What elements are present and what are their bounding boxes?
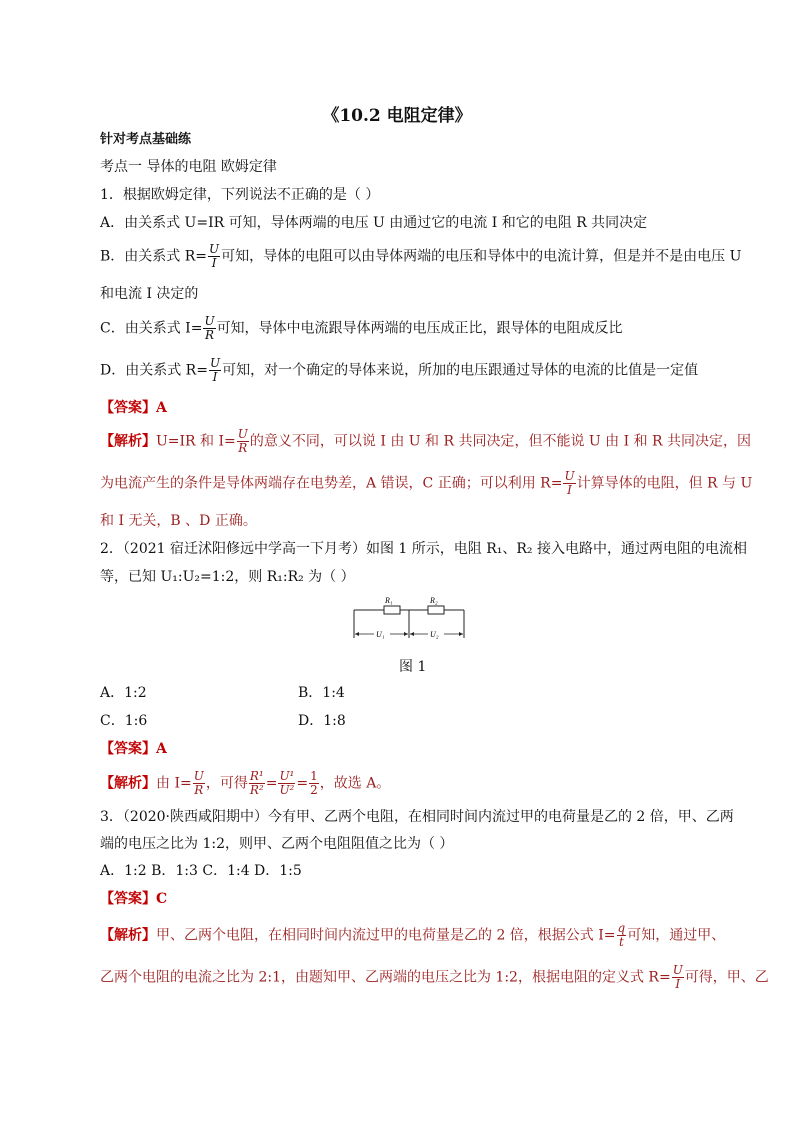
q2-explanation: 【解析】由 I= $\frac{U}{R}$ ，可得 $\frac{\text{R¹}}{\text{R²}}$ = $\frac{\text{U¹}}{\text{U²}}$ = $\frac{1}{2}$ ，故选 A。 bbox=[100, 769, 391, 797]
q1-answer: 【答案】A bbox=[100, 400, 167, 416]
q2-option-a: A．1:2 bbox=[100, 685, 147, 701]
q2-answer: 【答案】A bbox=[100, 741, 167, 757]
circuit-figure bbox=[352, 594, 466, 646]
q2-option-c: C．1:6 bbox=[100, 713, 148, 729]
q1-stem: 1．根据欧姆定律，下列说法不正确的是（ ） bbox=[100, 187, 380, 203]
topic-heading: 考点一 导体的电阻 欧姆定律 bbox=[100, 159, 277, 175]
q1-option-b-cont: 和电流 I 决定的 bbox=[100, 286, 199, 302]
q3-stem-1: 3．（2020·陕西咸阳期中）今有甲、乙两个电阻，在相同时间内流过甲的电荷量是乙的 2 倍，甲、乙两 bbox=[100, 809, 734, 825]
q3-answer: 【答案】C bbox=[100, 891, 168, 907]
q2-stem-2: 等，已知 U₁:U₂=1:2，则 R₁:R₂ 为（ ） bbox=[100, 569, 355, 585]
label-u1: U₁ bbox=[376, 630, 385, 639]
q1-explanation-3: 和 I 无关，B 、D 正确。 bbox=[100, 513, 257, 529]
q1-option-d: D．由关系式 R= $\frac{U}{I}$ 可知，对一个确定的导体来说，所加的电压跟通过导体的电流的比值是一定值 bbox=[100, 356, 699, 384]
q2-option-d: D．1:8 bbox=[298, 713, 346, 729]
q1-option-a: A．由关系式 U=IR 可知，导体两端的电压 U 由通过它的电流 I 和它的电阻 R 共同决定 bbox=[100, 215, 648, 231]
label-r2: R₂ bbox=[430, 596, 438, 605]
q3-stem-2: 端的电压之比为 1:2，则甲、乙两个电阻阻值之比为（ ） bbox=[100, 836, 454, 852]
q1-option-b: B．由关系式 R= $\frac{U}{I}$ 可知，导体的电阻可以由导体两端的电压和导体中的电流计算，但是并不是由电压 U bbox=[100, 242, 742, 270]
label-r1: R₁ bbox=[385, 596, 393, 605]
q2-stem-1: 2．（2021 宿迁沭阳修远中学高一下月考）如图 1 所示，电阻 R₁、R₂ 接入电路中，通过两电阻的电流相 bbox=[100, 541, 747, 557]
q3-explanation-2: 乙两个电阻的电流之比为 2:1，由题知甲、乙两端的电压之比为 1:2，根据电阻的定义式 R= $\frac{U}{I}$ 可得，甲、乙 bbox=[100, 963, 769, 991]
label-u2: U₂ bbox=[430, 630, 439, 639]
q1-option-c: C．由关系式 I= $\frac{U}{R}$ 可知，导体中电流跟导体两端的电压成正比，跟导体的电阻成反比 bbox=[100, 314, 623, 342]
figure-caption: 图 1 bbox=[399, 659, 427, 675]
q3-options: A．1:2 B．1:3 C．1:4 D．1:5 bbox=[100, 863, 302, 879]
q3-explanation-1: 【解析】甲、乙两个电阻，在相同时间内流过甲的电荷量是乙的 2 倍，根据公式 I= $\frac{q}{t}$ 可知，通过甲、 bbox=[100, 921, 726, 949]
q1-explanation-2: 为电流产生的条件是导体两端存在电势差，A 错误，C 正确；可以利用 R= $\frac{U}{I}$ 计算导体的电阻，但 R 与 U bbox=[100, 469, 753, 497]
page-title: 《10.2 电阻定律》 bbox=[322, 106, 472, 126]
q1-explanation-1: 【解析】U=IR 和 I= $\frac{U}{R}$ 的意义不同，可以说 I 由 U 和 R 共同决定，但不能说 U 由 I 和 R 共同决定，因 bbox=[100, 427, 752, 455]
q2-option-b: B．1:4 bbox=[298, 685, 345, 701]
section-heading: 针对考点基础练 bbox=[100, 132, 192, 147]
